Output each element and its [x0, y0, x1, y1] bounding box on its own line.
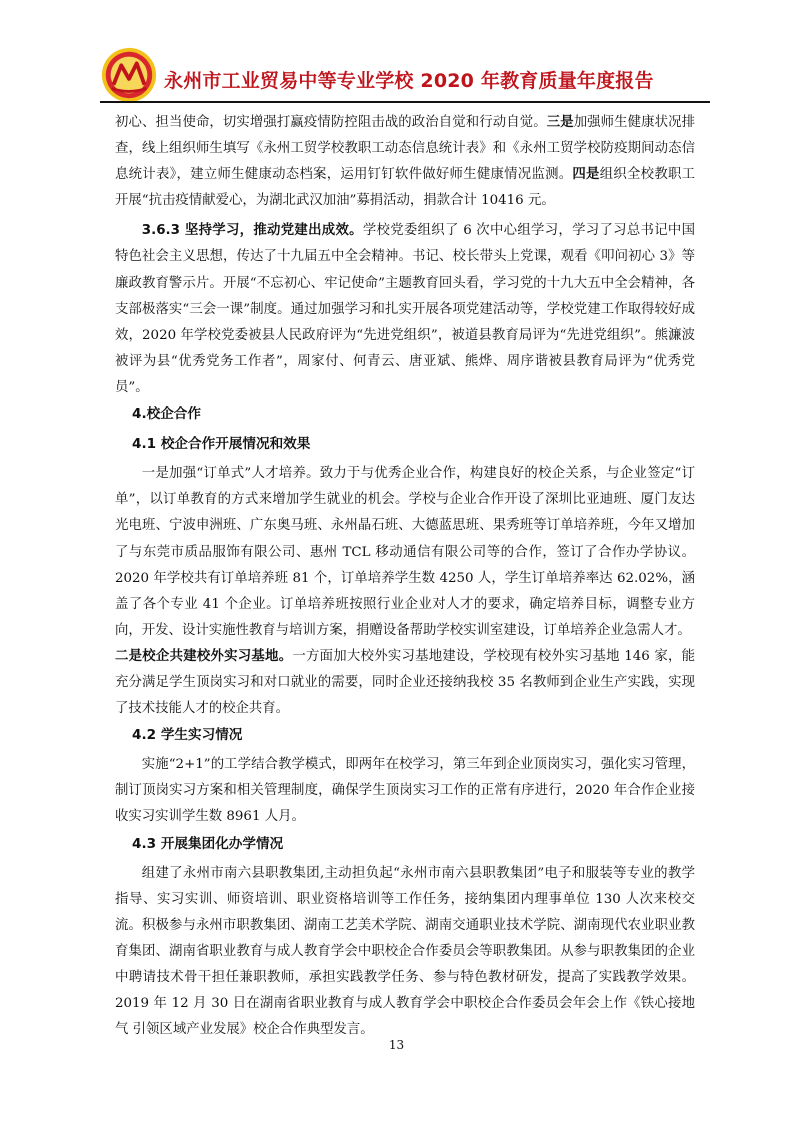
section-heading-4-2: 4.2 学生实习情况: [132, 727, 243, 744]
paragraph-group-schooling: 组建了永州市南六县职教集团,主动担负起“永州市南六县职教集团”电子和服装等专业的教学指导、实习实训、师资培训、职业资格培训等工作任务，接纳集团内理事单位 130 人次来校交流。积极参与永州市职教集团、湖南工艺美术学院、湖南交通职业技术学院、湖南现代农业职业教育集团、湖南省职业教育与成人教育学会中职校企合作委员会等职教集团。从参与职教集团的企业中聘请技术骨干担任兼职教师，承担实践教学任务、参与特色教材研发，提高了实践教学效果。2019 年 12 月 30 日在湖南省职业教育与成人教育学会中职校企合作委员会年会上作《铁心接地气 引领区域产业发展》校企合作典型发言。: [115, 865, 695, 1038]
paragraph-internship-bases: 二是校企共建校外实习基地。一方面加大校外实习基地建设，学校现有校外实习基地 146 家，能充分满足学生顶岗实习和对口就业的需要，同时企业还接纳我校 35 名教师到企业生产实践，实现了技术技能人才的校企共育。: [115, 648, 695, 717]
page-body: [115, 110, 695, 1043]
page-header: [100, 46, 710, 102]
paragraph-student-internship: 实施“2+1”的工学结合教学模式，即两年在校学习，第三年到企业顶岗实习，强化实习管理，制订顶岗实习方案和相关管理制度，确保学生顶岗实习工作的正常有序进行，2020 年合作企业接收实习实训学生数 8961 人月。: [115, 757, 695, 825]
page-number: 13: [388, 1038, 405, 1052]
school-logo-icon: [100, 46, 158, 104]
section-heading-4-1: 4.1 校企合作开展情况和效果: [132, 436, 311, 453]
section-heading-4-3: 4.3 开展集团化办学情况: [132, 835, 284, 852]
section-heading-3-6-3: 3.6.3 坚持学习，推动党建出成效。: [141, 223, 363, 239]
section-heading-4: 4.校企合作: [132, 406, 201, 423]
paragraph-order-training: 一是加强“订单式”人才培养。致力于与优秀企业合作，构建良好的校企关系，与企业签定“订单”，以订单教育的方式来增加学生就业的机会。学校与企业合作开设了深圳比亚迪班、厦门友达光电班、宁波申洲班、广东奥马班、永州晶石班、大德蓝思班、果秀班等订单培养班，今年又增加了与东莞市质品服饰有限公司、惠州 TCL 移动通信有限公司等的合作，签订了合作办学协议。2020 年学校共有订单培养班 81 个，订单培养学生数 4250 人，学生订单培养率达 62.02%，涵盖了各个专业 41 个企业。订单培养班按照行业企业对人才的要求，确定培养目标，调整专业方向，开发、设计实施性教育与培训方案，捐赠设备帮助学校实训室建设，订单培养企业急需人才。: [115, 466, 695, 638]
header-divider: [100, 101, 710, 103]
paragraph-party-building: 3.6.3 坚持学习，推动党建出成效。学校党委组织了 6 次中心组学习，学习了习总书记中国特色社会主义思想，传达了十九届五中全会精神。书记、校长带头上党课，观看《叩问初心 3》等廉政教育警示片。开展“不忘初心、牢记使命”主题教育回头看，学习党的十九大五中全会精神，各支部极落实“三会一课”制度。通过加强学习和扎实开展各项党建活动等，学校党建工作取得较好成效，2020 年学校党委被县人民政府评为“先进党组织”，被道县教育局评为“先进党组织”。熊濂波被评为县“优秀党务工作者”，周家付、何青云、唐亚斌、熊烨、周序谐被县教育局评为“优秀党员”。: [115, 223, 696, 395]
header-title: 永州市工业贸易中等专业学校 2020 年教育质量年度报告: [164, 70, 654, 92]
paragraph-epidemic-measures: 初心、担当使命，切实增强打赢疫情防控阻击战的政治自觉和行动自觉。三是加强师生健康状况排查，线上组织师生填写《永州工贸学校教职工动态信息统计表》和《永州工贸学校防疫期间动态信息统计表》，建立师生健康动态档案，运用钉钉软件做好师生健康情况监测。四是组织全校教职工开展“抗击疫情献爱心，为湖北武汉加油”募捐活动，捐款合计 10416 元。: [115, 115, 696, 209]
